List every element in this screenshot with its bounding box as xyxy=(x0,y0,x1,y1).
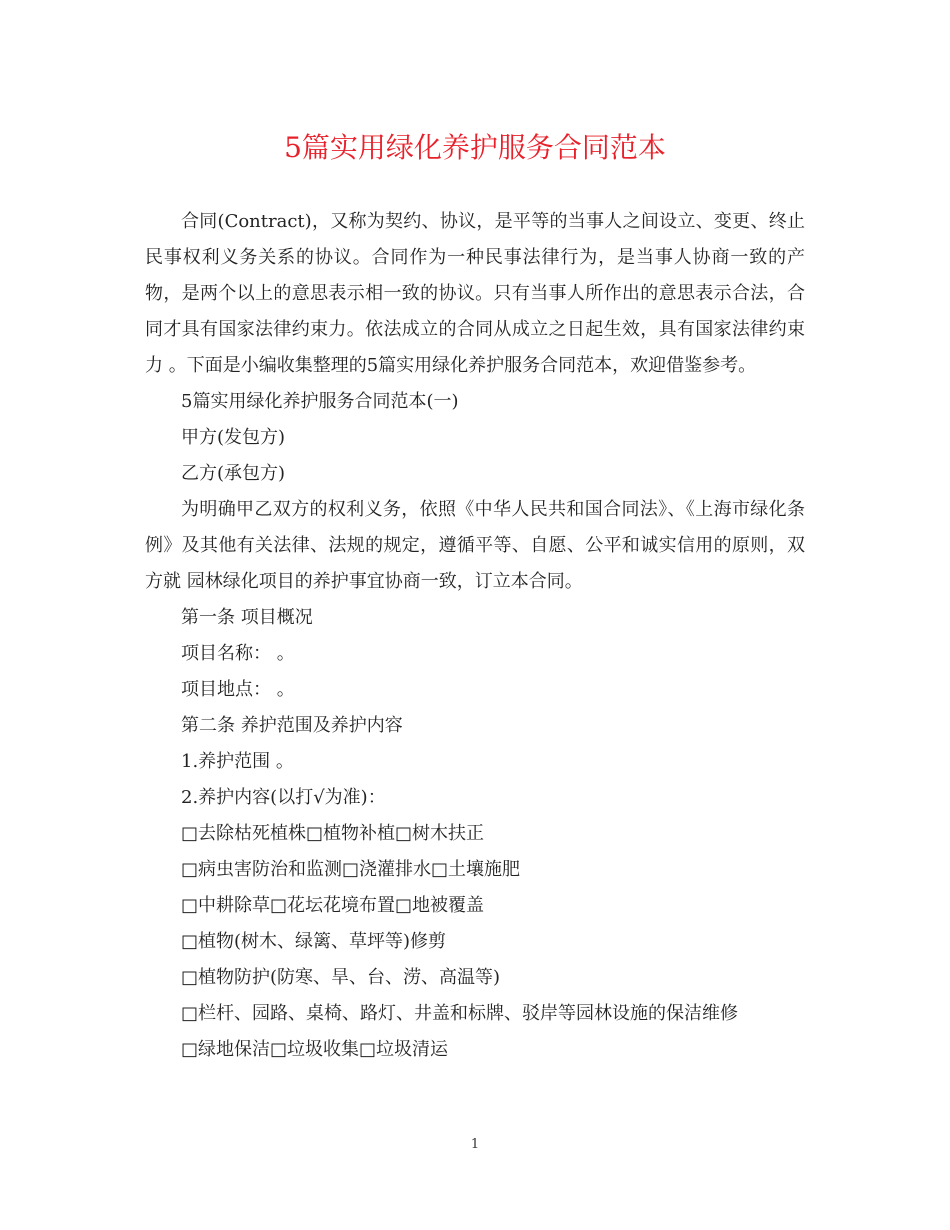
intro-paragraph: 合同(Contract)，又称为契约、协议，是平等的当事人之间设立、变更、终止民事权利义务关系的协议。合同作为一种民事法律行为，是当事人协商一致的产物，是两个以上的意思表示相一致的协议。只有当事人所作出的意思表示合法，合同才具有国家法律约束力。依法成立的合同从成立之日起生效，具有国家法律约束力 。下面是小编收集整理的5篇实用绿化养护服务合同范本，欢迎借鉴参考。 xyxy=(145,211,805,376)
checklist-item: □植物防护(防寒、旱、台、涝、高温等) xyxy=(181,967,501,988)
scope-line: 1.养护范围 。 xyxy=(181,751,294,772)
checklist-item: □植物(树木、绿篱、草坪等)修剪 xyxy=(181,931,447,952)
section-heading: 5篇实用绿化养护服务合同范本(一) xyxy=(181,391,459,412)
page-number: 1 xyxy=(470,1137,480,1152)
checklist-item: □去除枯死植株□植物补植□树木扶正 xyxy=(181,823,485,844)
content-label-line: 2.养护内容(以打√为准)： xyxy=(181,787,386,808)
checklist-item: □病虫害防治和监测□浇灌排水□土壤施肥 xyxy=(181,859,521,880)
project-name-line: 项目名称： 。 xyxy=(181,643,295,664)
party-a-line: 甲方(发包方) xyxy=(181,427,286,448)
document-title: 5篇实用绿化养护服务合同范本 xyxy=(284,131,666,164)
article-2-title: 第二条 养护范围及养护内容 xyxy=(181,715,403,736)
checklist-item: □栏杆、园路、桌椅、路灯、井盖和标牌、驳岸等园林设施的保洁维修 xyxy=(181,1003,739,1024)
party-b-line: 乙方(承包方) xyxy=(181,463,286,484)
checklist-item: □绿地保洁□垃圾收集□垃圾清运 xyxy=(181,1039,449,1060)
article-1-title: 第一条 项目概况 xyxy=(181,607,313,628)
purpose-paragraph: 为明确甲乙双方的权利义务，依照《中华人民共和国合同法》、《上海市绿化条例》及其他有关法律、法规的规定，遵循平等、自愿、公平和诚实信用的原则，双方就 园林绿化项目的养护事宜协商一致，订立本合同。 xyxy=(145,499,805,592)
project-location-line: 项目地点： 。 xyxy=(181,679,295,700)
checklist-item: □中耕除草□花坛花境布置□地被覆盖 xyxy=(181,895,485,916)
document-body xyxy=(145,204,805,1068)
